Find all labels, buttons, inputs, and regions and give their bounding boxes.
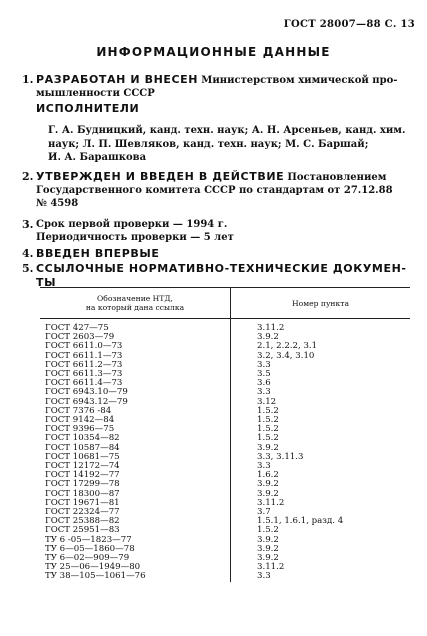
column-header-document [40,288,231,319]
executors-line: Г. А. Будницкий, канд. техн. наук; А. Н. Арсеньев, канд. хим. [48,125,406,136]
document-designation: ТУ 38—105—1061—76 [40,572,231,581]
item-text: Периодичность проверки — 5 лет [36,232,234,243]
document-designation: ГОСТ 2603—79 [40,333,231,342]
clause-number: 1.5.2 [257,433,279,444]
item-approved [22,170,421,210]
clause-number: 1.5.2 [257,525,279,536]
clause-number: 3.9.2 [257,442,279,453]
item-heading: ТЫ [36,276,57,289]
document-designation: ГОСТ 25388—82 [40,517,231,526]
document-designation: ГОСТ 17299—78 [40,480,231,489]
column-header-line: на который дана ссылка [85,303,185,312]
document-designation: ГОСТ 10681—75 [40,453,231,462]
executors-list [48,124,408,165]
column-header-clause: Номер пункта [231,288,411,319]
table-row [40,572,410,581]
clause-number: 3.9.2 [257,479,279,490]
item-number: 1. [22,73,34,86]
clause-number: 3.11.2 [257,323,285,333]
clause-number: 3.3 [257,387,271,398]
page-header: ГОСТ 28007—88 С. 13 [283,19,415,30]
item-number: 5. [22,262,34,275]
table-body [40,319,410,582]
document-designation: ГОСТ 6611.4—73 [40,379,231,388]
item-heading: ССЫЛОЧНЫЕ НОРМАТИВНО-ТЕХНИЧЕСКИЕ ДОКУМЕН- [36,262,407,275]
document-designation: ГОСТ 6611.3—73 [40,370,231,379]
document-designation: ТУ 25—06—1949—80 [40,563,231,572]
clause-number: 1.5.1, 1.6.1, разд. 4 [257,516,344,527]
clause-number: 3.7 [257,507,271,518]
document-designation: ГОСТ 6611.2—73 [40,361,231,370]
item-heading: ВВЕДЕН ВПЕРВЫЕ [36,247,160,260]
item-text: Министерством химической про- [201,75,398,86]
document-designation: ТУ 6—02—909—79 [40,554,231,563]
document-designation: ГОСТ 22324—77 [40,508,231,517]
executors-line: наук; Л. П. Шевляков, канд. техн. наук; М. С. Баршай; [48,138,369,150]
document-designation: ГОСТ 25951—83 [40,526,231,535]
clause-number: 3.9.2 [257,553,279,564]
clause-number: 1.5.2 [257,405,279,416]
item-introduced [22,247,421,261]
document-designation: ГОСТ 6611.1—73 [40,352,231,361]
item-heading: РАЗРАБОТАН И ВНЕСЕН [36,73,199,86]
clause-number: 3.11.2 [257,497,285,508]
item-developed [22,73,421,100]
clause-number: 3.3, 3.11.3 [257,451,304,462]
document-designation: ТУ 6 -05—1823—77 [40,536,231,545]
item-text: Постановлением [287,172,387,183]
clause-number: 3.2, 3.4, 3.10 [257,350,315,361]
item-heading: УТВЕРЖДЕН И ВВЕДЕН В ДЕЙСТВИЕ [36,170,285,183]
clause-number: 1.6.2 [257,470,279,481]
clause-number: 3.9.2 [257,488,279,499]
item-number: 4. [22,247,34,260]
document-designation: ТУ 6—05—1860—78 [40,545,231,554]
clause-number: 3.3 [257,571,271,582]
item-text: мышленности СССР [36,88,155,99]
document-designation: ГОСТ 7376 -84 [40,407,231,416]
table-header-row [40,288,410,319]
clause-number: 3.3 [257,359,271,370]
item-references [22,262,421,290]
item-text: Срок первой проверки — 1994 г. [36,219,228,230]
clause-number: 1.5.2 [257,424,279,435]
clause-number: 3.9.2 [257,534,279,545]
references-table [40,287,410,582]
document-designation: ГОСТ 12172—74 [40,462,231,471]
document-designation: ГОСТ 10587—84 [40,444,231,453]
clause-number: 3.12 [257,396,277,407]
section-title: ИНФОРМАЦИОННЫЕ ДАННЫЕ [96,45,331,59]
document-designation: ГОСТ 9396—75 [40,425,231,434]
item-number: 3. [22,218,34,231]
document-designation: ГОСТ 19671—81 [40,499,231,508]
executors-line: И. А. Барашкова [48,152,147,163]
item-text: Государственного комитета СССР по стандартам от 27.12.88 [36,185,393,196]
clause-number: 1.5.2 [257,415,279,426]
table-row [40,319,410,334]
document-designation: ГОСТ 18300—87 [40,490,231,499]
document-designation: ГОСТ 427—75 [40,319,231,334]
document-designation: ГОСТ 6943.10—79 [40,388,231,397]
document-designation: ГОСТ 14192—77 [40,471,231,480]
clause-number: 2.1, 2.2.2, 3.1 [257,341,318,352]
clause-number: 3.11.2 [257,562,285,573]
document-designation: ГОСТ 10354—82 [40,434,231,443]
executors-heading: ИСПОЛНИТЕЛИ [36,102,140,115]
clause-number: 3.3 [257,461,271,472]
item-number: 2. [22,170,34,183]
clause-number: 3.9.2 [257,332,279,343]
clause-number: 3.9.2 [257,543,279,554]
document-designation: ГОСТ 6611.0—73 [40,342,231,351]
item-text: № 4598 [36,198,79,209]
clause-number: 3.6 [257,378,271,389]
clause-number: 3.5 [257,369,271,380]
item-review [22,218,421,244]
column-header-line: Обозначение НТД, [97,294,173,303]
document-designation: ГОСТ 6943.12—79 [40,398,231,407]
document-designation: ГОСТ 9142—84 [40,416,231,425]
